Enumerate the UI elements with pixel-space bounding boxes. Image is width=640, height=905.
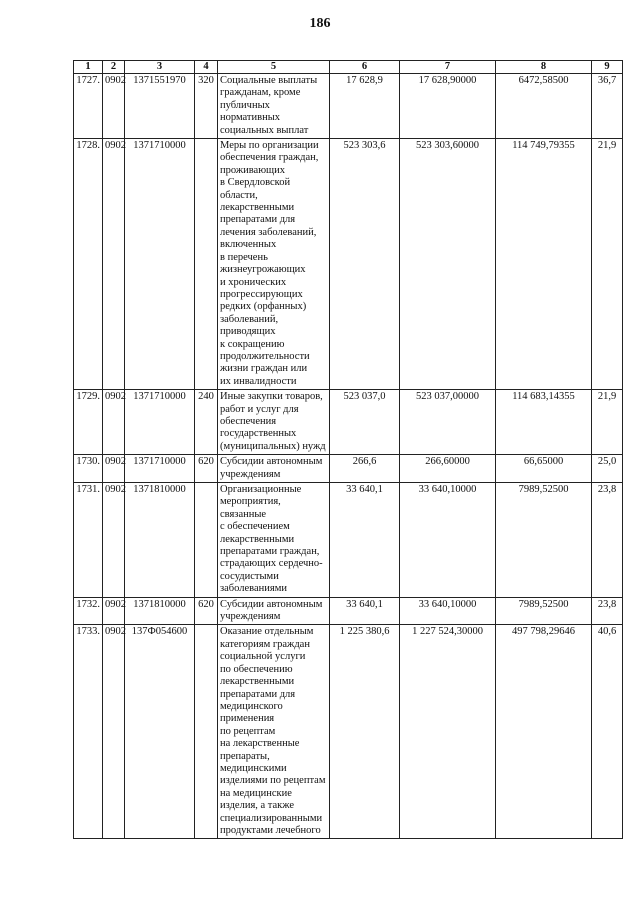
planned-amount: 33 640,1 — [330, 597, 400, 625]
section-code: 0902 — [103, 483, 125, 598]
target-article-code: 1371810000 — [125, 597, 195, 625]
budget-table — [73, 60, 623, 839]
table-row — [74, 483, 623, 598]
target-article-code: 137Ф054600 — [125, 625, 195, 839]
expense-type-code — [195, 625, 218, 839]
section-code: 0902 — [103, 390, 125, 455]
target-article-code: 1371710000 — [125, 139, 195, 390]
planned-amount: 266,6 — [330, 455, 400, 483]
column-header: 8 — [496, 61, 592, 74]
section-code: 0902 — [103, 139, 125, 390]
executed-amount: 66,65000 — [496, 455, 592, 483]
item-name: Меры по организации обеспечения граждан, проживающих в Свердловской области, лекарственными препаратами для лечения заболеваний, включенных в перечень жизнеугрожающих и хронических прогрессирующих редких (орфанных) заболеваний, приводящих к сокращению продолжительности жизни граждан или их инвалидности — [218, 139, 330, 390]
column-header: 4 — [195, 61, 218, 74]
column-header: 6 — [330, 61, 400, 74]
table-row — [74, 597, 623, 625]
table-row — [74, 74, 623, 139]
section-code: 0902 — [103, 625, 125, 839]
execution-percent: 25,0 — [592, 455, 623, 483]
executed-amount: 497 798,29646 — [496, 625, 592, 839]
executed-amount: 7989,52500 — [496, 483, 592, 598]
item-name: Организационные мероприятия, связанные с обеспечением лекарственными препаратами граждан, страдающих сердечно- сосудистыми заболеваниями — [218, 483, 330, 598]
budget-amount: 1 227 524,30000 — [400, 625, 496, 839]
row-number: 1730. — [74, 455, 103, 483]
section-code: 0902 — [103, 74, 125, 139]
column-header: 2 — [103, 61, 125, 74]
execution-percent: 21,9 — [592, 139, 623, 390]
budget-amount: 33 640,10000 — [400, 483, 496, 598]
section-code: 0902 — [103, 455, 125, 483]
target-article-code: 1371810000 — [125, 483, 195, 598]
row-number: 1729. — [74, 390, 103, 455]
row-number: 1731. — [74, 483, 103, 598]
section-code: 0902 — [103, 597, 125, 625]
row-number: 1727. — [74, 74, 103, 139]
executed-amount: 7989,52500 — [496, 597, 592, 625]
expense-type-code — [195, 139, 218, 390]
execution-percent: 40,6 — [592, 625, 623, 839]
budget-amount: 523 303,60000 — [400, 139, 496, 390]
row-number: 1728. — [74, 139, 103, 390]
planned-amount: 17 628,9 — [330, 74, 400, 139]
table-row — [74, 625, 623, 839]
column-header: 7 — [400, 61, 496, 74]
item-name: Иные закупки товаров, работ и услуг для обеспечения государственных (муниципальных) нужд — [218, 390, 330, 455]
expense-type-code: 240 — [195, 390, 218, 455]
expense-type-code: 320 — [195, 74, 218, 139]
budget-amount: 17 628,90000 — [400, 74, 496, 139]
expense-type-code: 620 — [195, 455, 218, 483]
expense-type-code — [195, 483, 218, 598]
executed-amount: 114 683,14355 — [496, 390, 592, 455]
table-row — [74, 139, 623, 390]
expense-type-code: 620 — [195, 597, 218, 625]
column-header: 1 — [74, 61, 103, 74]
planned-amount: 523 037,0 — [330, 390, 400, 455]
target-article-code: 1371551970 — [125, 74, 195, 139]
execution-percent: 21,9 — [592, 390, 623, 455]
table-row — [74, 390, 623, 455]
item-name: Оказание отдельным категориям граждан социальной услуги по обеспечению лекарственными препаратами для медицинского применения по рецептам на лекарственные препараты, медицинскими изделиями по рецептам на медицинские изделия, а также специализированными продуктами лечебного — [218, 625, 330, 839]
execution-percent: 23,8 — [592, 597, 623, 625]
execution-percent: 36,7 — [592, 74, 623, 139]
execution-percent: 23,8 — [592, 483, 623, 598]
item-name: Социальные выплаты гражданам, кроме публичных нормативных социальных выплат — [218, 74, 330, 139]
executed-amount: 6472,58500 — [496, 74, 592, 139]
planned-amount: 1 225 380,6 — [330, 625, 400, 839]
table-header-row — [74, 61, 623, 74]
target-article-code: 1371710000 — [125, 390, 195, 455]
row-number: 1732. — [74, 597, 103, 625]
column-header: 5 — [218, 61, 330, 74]
column-header: 3 — [125, 61, 195, 74]
table-row — [74, 455, 623, 483]
budget-amount: 33 640,10000 — [400, 597, 496, 625]
page-number: 186 — [309, 16, 331, 31]
column-header: 9 — [592, 61, 623, 74]
budget-amount: 266,60000 — [400, 455, 496, 483]
item-name: Субсидии автономным учреждениям — [218, 597, 330, 625]
planned-amount: 523 303,6 — [330, 139, 400, 390]
item-name: Субсидии автономным учреждениям — [218, 455, 330, 483]
target-article-code: 1371710000 — [125, 455, 195, 483]
row-number: 1733. — [74, 625, 103, 839]
executed-amount: 114 749,79355 — [496, 139, 592, 390]
budget-amount: 523 037,00000 — [400, 390, 496, 455]
planned-amount: 33 640,1 — [330, 483, 400, 598]
